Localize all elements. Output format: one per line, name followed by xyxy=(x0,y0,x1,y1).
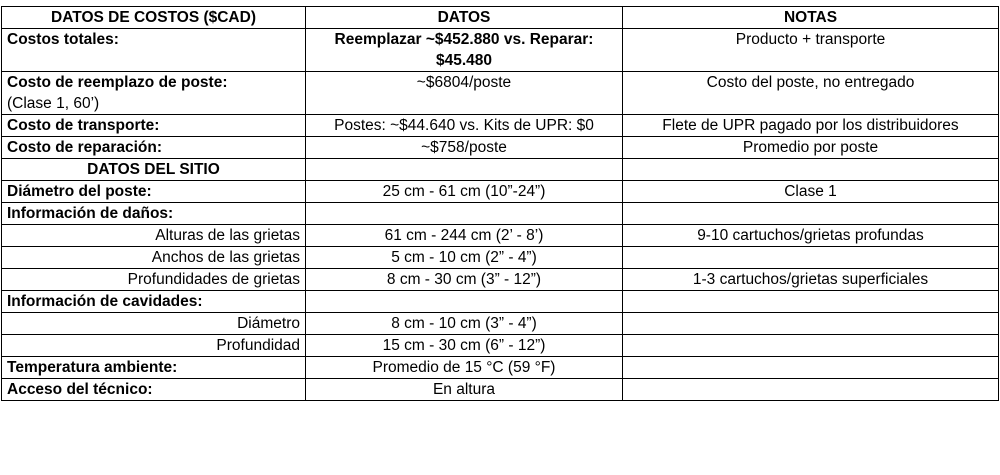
header-notes: NOTAS xyxy=(623,7,999,29)
row-label: Diámetro xyxy=(2,313,306,335)
row-value: ~$6804/poste xyxy=(306,72,623,115)
table-row xyxy=(2,335,999,357)
row-label-line: Costo de reemplazo de poste: xyxy=(7,74,228,91)
row-note xyxy=(623,357,999,379)
row-value: 8 cm - 10 cm (3” - 4”) xyxy=(306,313,623,335)
row-label: Temperatura ambiente: xyxy=(2,357,306,379)
table-row xyxy=(2,225,999,247)
row-label: Anchos de las grietas xyxy=(2,247,306,269)
table-row xyxy=(2,291,999,313)
row-note: Flete de UPR pagado por los distribuidores xyxy=(623,115,999,137)
row-note: Clase 1 xyxy=(623,181,999,203)
row-note: 9-10 cartuchos/grietas profundas xyxy=(623,225,999,247)
row-value: Promedio de 15 °C (59 °F) xyxy=(306,357,623,379)
table-row xyxy=(2,379,999,401)
table-row xyxy=(2,72,999,115)
table-row xyxy=(2,357,999,379)
table-row xyxy=(2,269,999,291)
row-value: En altura xyxy=(306,379,623,401)
row-value: ~$758/poste xyxy=(306,137,623,159)
table-row xyxy=(2,181,999,203)
row-note: Producto + transporte xyxy=(623,29,999,72)
cost-data-table xyxy=(1,6,999,401)
row-label: Información de cavidades: xyxy=(2,291,306,313)
row-label: Profundidad xyxy=(2,335,306,357)
row-label: Acceso del técnico: xyxy=(2,379,306,401)
table-row xyxy=(2,137,999,159)
table-row xyxy=(2,115,999,137)
row-label: Profundidades de grietas xyxy=(2,269,306,291)
row-note: Costo del poste, no entregado xyxy=(623,72,999,115)
table-row xyxy=(2,29,999,72)
row-value: 61 cm - 244 cm (2’ - 8’) xyxy=(306,225,623,247)
row-label: Costo de reparación: xyxy=(2,137,306,159)
row-value: 25 cm - 61 cm (10”-24”) xyxy=(306,181,623,203)
row-note: 1-3 cartuchos/grietas superficiales xyxy=(623,269,999,291)
row-note: Promedio por poste xyxy=(623,137,999,159)
row-note xyxy=(623,335,999,357)
header-data: DATOS xyxy=(306,7,623,29)
row-note xyxy=(623,379,999,401)
row-label-line: (Clase 1, 60’) xyxy=(7,95,100,112)
table-row xyxy=(2,203,999,225)
row-value: 5 cm - 10 cm (2” - 4”) xyxy=(306,247,623,269)
empty-cell xyxy=(306,159,623,181)
row-value-line: Reemplazar ~$452.880 vs. Reparar: xyxy=(334,31,594,48)
row-label: Costo de transporte: xyxy=(2,115,306,137)
row-label: Alturas de las grietas xyxy=(2,225,306,247)
row-label: Costos totales: xyxy=(2,29,306,72)
table-row xyxy=(2,313,999,335)
header-cost-data: DATOS DE COSTOS ($CAD) xyxy=(2,7,306,29)
row-value xyxy=(306,291,623,313)
row-label: Diámetro del poste: xyxy=(2,181,306,203)
row-value-line: $45.480 xyxy=(435,52,493,69)
row-value: Postes: ~$44.640 vs. Kits de UPR: $0 xyxy=(306,115,623,137)
row-label xyxy=(2,72,306,115)
row-value xyxy=(306,203,623,225)
empty-cell xyxy=(623,159,999,181)
header-site-data: DATOS DEL SITIO xyxy=(2,159,306,181)
row-note xyxy=(623,247,999,269)
row-value: 15 cm - 30 cm (6” - 12”) xyxy=(306,335,623,357)
row-note xyxy=(623,291,999,313)
row-note xyxy=(623,313,999,335)
table-row xyxy=(2,247,999,269)
row-note xyxy=(623,203,999,225)
row-value xyxy=(306,29,623,72)
row-label: Información de daños: xyxy=(2,203,306,225)
table-header-row xyxy=(2,7,999,29)
site-data-header-row xyxy=(2,159,999,181)
row-value: 8 cm - 30 cm (3” - 12”) xyxy=(306,269,623,291)
